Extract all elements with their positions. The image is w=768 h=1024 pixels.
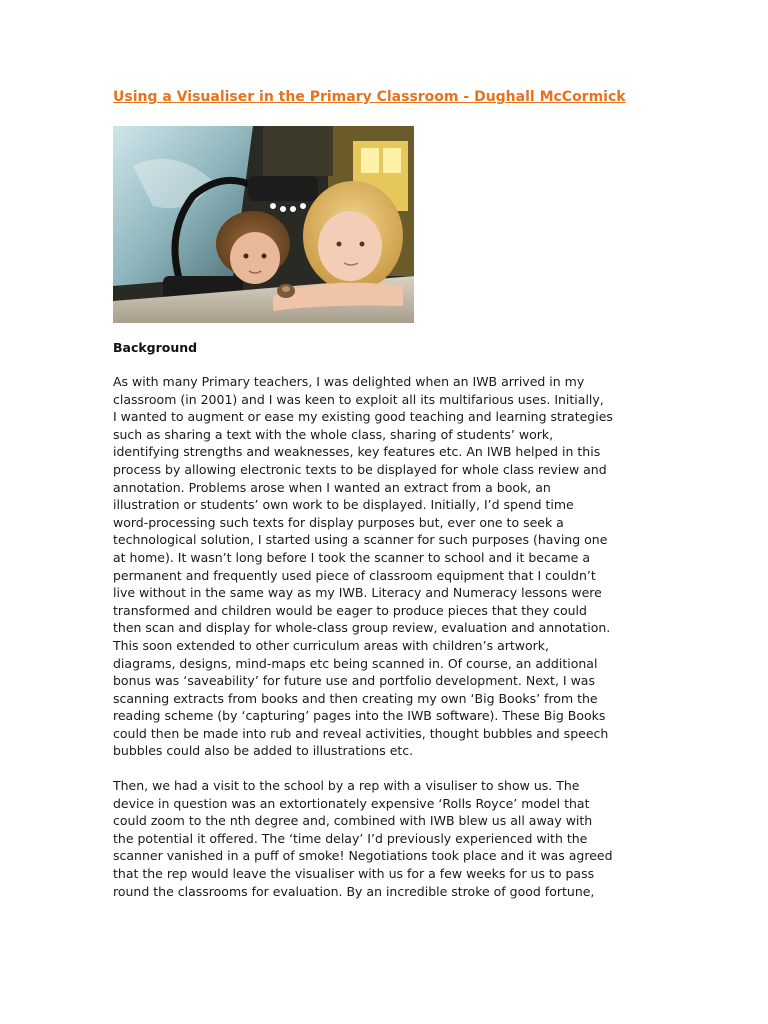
paragraph-line: classroom (in 2001) and I was keen to exploit all its multifarious uses. Initially, <box>113 391 604 407</box>
paragraph-line: annotation. Problems arose when I wanted an extract from a book, an <box>113 479 551 495</box>
paragraph-line: could zoom to the nth degree and, combined with IWB blew us all away with <box>113 813 593 829</box>
paragraph-line: transformed and children would be eager to produce pieces that they could <box>113 602 587 618</box>
paragraph-line: that the rep would leave the visualiser with us for a few weeks for us to pass <box>113 865 595 881</box>
body-paragraph-1 <box>113 373 673 760</box>
paragraph-line: bonus was ‘saveability’ for future use and portfolio development. Next, I was <box>113 673 595 689</box>
paragraph-line: illustration or students’ own work to be displayed. Initially, I’d spend time <box>113 497 574 513</box>
paragraph-line: then scan and display for whole-class group review, evaluation and annotation. <box>113 620 611 636</box>
paragraph-line: the potential it offered. The ‘time delay’ I’d previously experienced with the <box>113 830 588 846</box>
paragraph-line: Then, we had a visit to the school by a rep with a visuliser to show us. The <box>113 778 580 793</box>
paragraph-line: I wanted to augment or ease my existing good teaching and learning strategies <box>113 409 613 425</box>
paragraph-line: live without in the same way as my IWB. Literacy and Numeracy lessons were <box>113 585 602 601</box>
paragraph-line: scanner vanished in a puff of smoke! Negotiations took place and it was agreed <box>113 848 613 864</box>
classroom-photo <box>113 126 414 323</box>
page-title[interactable]: Using a Visualiser in the Primary Classroom - Dughall McCormick <box>113 89 626 105</box>
paragraph-line: process by allowing electronic texts to be displayed for whole class review and <box>113 461 607 477</box>
paragraph-line: identifying strengths and weaknesses, key features etc. An IWB helped in this <box>113 444 601 460</box>
paragraph-line: This soon extended to other curriculum areas with children’s artwork, <box>113 637 549 653</box>
paragraph-line: device in question was an extortionately expensive ‘Rolls Royce’ model that <box>113 795 590 811</box>
paragraph-line: diagrams, designs, mind-maps etc being scanned in. Of course, an additional <box>113 655 598 671</box>
paragraph-line: permanent and frequently used piece of classroom equipment that I couldn’t <box>113 567 596 583</box>
paragraph-line: reading scheme (by ‘capturing’ pages into the IWB software). These Big Books <box>113 708 606 724</box>
paragraph-line: technological solution, I started using a scanner for such purposes (having one <box>113 532 608 548</box>
paragraph-line: could then be made into rub and reveal activities, thought bubbles and speech <box>113 725 609 741</box>
paragraph-line: such as sharing a text with the whole class, sharing of students’ work, <box>113 426 554 442</box>
body-paragraph-2 <box>113 777 673 900</box>
paragraph-line: round the classrooms for evaluation. By an incredible stroke of good fortune, <box>113 883 595 899</box>
paragraph-line: bubbles could also be added to illustrations etc. <box>113 743 414 759</box>
section-heading-background: Background <box>113 340 198 355</box>
paragraph-line: As with many Primary teachers, I was delighted when an IWB arrived in my <box>113 374 585 389</box>
paragraph-line: scanning extracts from books and then creating my own ‘Big Books’ from the <box>113 690 598 706</box>
paragraph-line: word-processing such texts for display purposes but, ever one to seek a <box>113 514 564 530</box>
paragraph-line: at home). It wasn’t long before I took the scanner to school and it became a <box>113 549 590 565</box>
